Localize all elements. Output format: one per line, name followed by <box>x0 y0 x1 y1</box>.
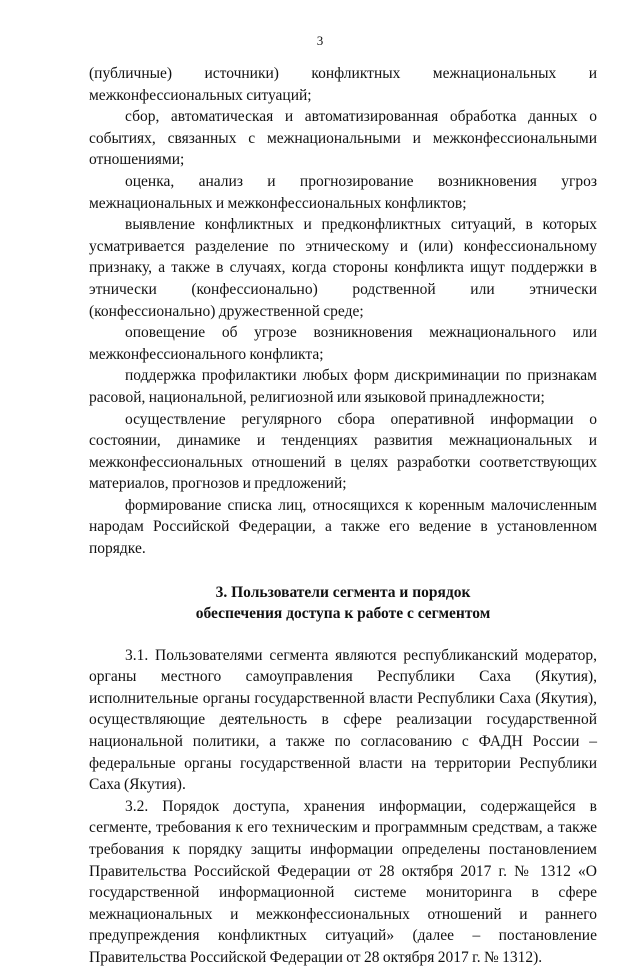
section-heading <box>89 582 597 624</box>
page-number: 3 <box>316 33 324 48</box>
section-heading-line: 3. Пользователи сегмента и порядок <box>215 583 471 601</box>
list-item: выявление конфликтных и предконфликтных ситуаций, в которых усматривается разделение по этническому и (или) конфессиональному признаку, а также в случаях, когда стороны конфликта ищут поддержки в этнически (конфессионально) родственной или этнически (конфессионально) дружественной среде; <box>89 216 597 320</box>
list-item: оценка, анализ и прогнозирование возникновения угроз межнациональных и межконфессиональных конфликтов; <box>89 172 597 212</box>
list-item: поддержка профилактики любых форм дискриминации по признакам расовой, национальной, религиозной или языковой принадлежности; <box>89 367 597 406</box>
list-item: формирование списка лиц, относящихся к коренным малочисленным народам Российской Федерации, а также его ведение в установленном порядке. <box>89 496 597 558</box>
section-paragraph: 3.2. Порядок доступа, хранения информации, содержащейся в сегменте, требования к его техническим и программным средствам, а также требования к порядку защиты информации определены постановлением Правительства Российской Федерации от 28 октября 2017 г. № 1312 «О государственной информационной системе мониторинга в сфере межнациональных и межконфессиональных отношений и раннего предупреждения конфликтных ситуаций» (далее – постановление Правительства Российской Федерации от 28 октября 2017 г. № 1312). <box>89 797 597 966</box>
document-body <box>89 63 597 969</box>
section-paragraph: 3.1. Пользователями сегмента являются республиканский модератор, органы местного самоуправления Республики Саха (Якутия), исполнительные органы государственной власти Республики Саха (Якутия), осуществляющие деятельность в сфере реализации государственной национальной политики, а также по согласованию с ФАДН России – федеральные органы государственной власти на территории Республики Саха (Якутия). <box>89 646 597 794</box>
list-item: осуществление регулярного сбора оперативной информации о состоянии, динамике и тенденциях развития межнациональных и межконфессиональных отношений в целях разработки соответствующих материалов, прогнозов и предложений; <box>89 410 597 493</box>
list-item: сбор, автоматическая и автоматизированная обработка данных о событиях, связанных с межнациональными и межконфессиональными отношениями; <box>89 108 597 169</box>
list-item: оповещение об угрозе возникновения межнационального или межконфессионального конфликта; <box>89 324 597 363</box>
section-heading-line: обеспечения доступа к работе с сегментом <box>195 604 491 622</box>
list-item: (публичные) источники) конфликтных межнациональных и межконфессиональных ситуаций; <box>89 65 597 104</box>
